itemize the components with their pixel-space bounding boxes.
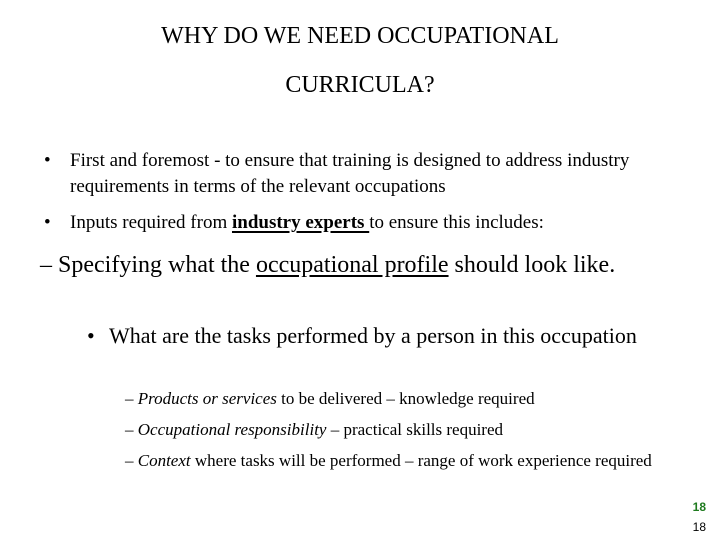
- title-line-1: WHY DO WE NEED OCCUPATIONAL: [161, 23, 559, 49]
- sub-sub-point-text: What are the tasks performed by a person in this occupation: [109, 323, 637, 348]
- detail-item-context-rest: where tasks will be performed – range of work experience required: [190, 451, 652, 470]
- detail-item-responsibility-italic: Occupational responsibility: [137, 420, 327, 439]
- industry-experts-emphasis: industry experts: [231, 212, 370, 233]
- bullet-point-2: [18, 210, 698, 236]
- bullet-point-1-text: First and foremost - to ensure that training is designed to address industry requirements in terms of the relevant occupations: [70, 150, 630, 197]
- detail-item-responsibility: [125, 417, 685, 442]
- bullet-icon: •: [87, 323, 95, 348]
- sub-sub-point-tasks: [85, 322, 685, 350]
- detail-item-responsibility-rest: – practical skills required: [326, 420, 504, 439]
- detail-item-products-italic: Products or services: [137, 389, 277, 408]
- sub-point-pre: Specifying what the: [58, 252, 256, 278]
- detail-item-products: [125, 386, 685, 411]
- bullet-point-1: [18, 148, 698, 200]
- bullet-point-2-pre: Inputs required from: [70, 212, 232, 233]
- page-number-highlight: 18: [692, 500, 706, 514]
- dash-icon: –: [125, 389, 134, 408]
- dash-icon: –: [40, 252, 52, 278]
- sub-point-occupational-profile: [30, 250, 710, 280]
- detail-item-context: [125, 448, 685, 473]
- detail-item-context-italic: Context: [137, 451, 191, 470]
- occupational-profile-emphasis: occupational profile: [255, 252, 449, 278]
- dash-icon: –: [125, 451, 134, 470]
- bullet-icon: •: [44, 150, 51, 171]
- sub-point-post: should look like.: [448, 252, 616, 278]
- dash-icon: –: [125, 420, 134, 439]
- bullet-icon: •: [44, 212, 51, 233]
- page-number: 18: [692, 520, 706, 534]
- bullet-point-2-post: to ensure this includes:: [369, 212, 544, 233]
- detail-item-products-rest: to be delivered – knowledge required: [276, 389, 535, 408]
- title-line-2: CURRICULA?: [285, 72, 435, 98]
